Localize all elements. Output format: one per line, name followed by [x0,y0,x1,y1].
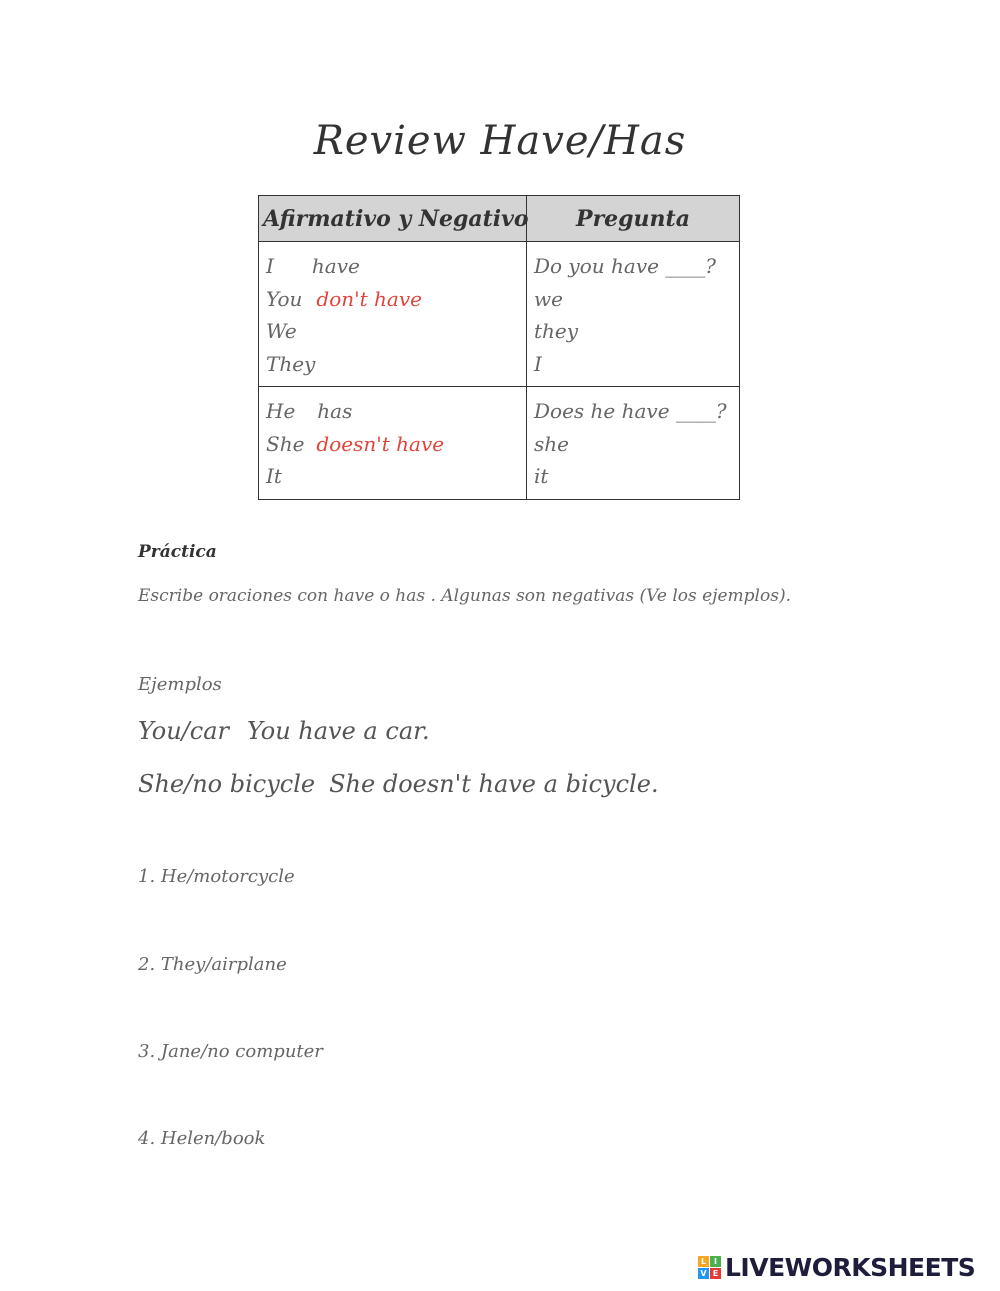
subject: I [266,254,274,278]
line: We [266,319,297,343]
cell-have-forms [259,242,527,387]
verb-negative: don't have [316,286,422,311]
question-subject: we [534,286,563,311]
cell-has-question [527,387,740,500]
examples-heading: Ejemplos [138,674,222,695]
table-row [259,387,740,500]
question-subject: I [534,351,542,376]
logo-letter: L [698,1256,709,1267]
question-subject: it [534,464,549,488]
example-prompt: She/no bicycle [138,770,316,798]
grammar-table [258,195,740,500]
exercise-item-4: 4. Helen/book [138,1128,266,1149]
logo-letter: I [710,1256,721,1267]
subject: He [266,399,296,423]
logo-letter: V [698,1268,709,1279]
exercise-item-3: 3. Jane/no computer [138,1041,323,1062]
example-1 [138,717,430,745]
verb-affirmative: has [317,399,353,423]
question-subject: she [534,431,569,456]
subject: You [266,286,303,311]
line [266,428,520,461]
line [266,250,520,283]
cell-has-forms [259,387,527,500]
header-affirmative-negative: Afirmativo y Negativo [259,196,527,242]
header-question: Pregunta [527,196,740,242]
liveworksheets-logo [698,1253,975,1282]
logo-text: LIVEWORKSHEETS [725,1253,976,1282]
exercise-item-2: 2. They/airplane [138,954,287,975]
line [266,395,520,428]
line: It [266,464,282,488]
table-row [259,242,740,387]
example-prompt: You/car [138,717,229,745]
logo-letter: E [710,1268,721,1279]
example-answer: She doesn't have a bicycle. [329,770,659,798]
line [266,283,520,316]
example-2 [138,770,659,798]
line: They [266,351,316,376]
question-line: Do you have ____? [534,254,717,278]
verb-affirmative: have [311,254,360,278]
table-header-row [259,196,740,242]
question-subject: they [534,319,579,343]
page-title: Review Have/Has [313,118,687,164]
practice-heading: Práctica [138,542,217,562]
instructions: Escribe oraciones con have o has . Algunas son negativas (Ve los ejemplos). [138,586,791,606]
cell-have-question [527,242,740,387]
verb-negative: doesn't have [316,431,445,456]
logo-icon [698,1256,721,1279]
question-line: Does he have ____? [534,399,727,423]
exercise-item-1: 1. He/motorcycle [138,866,295,887]
example-answer: You have a car. [246,717,430,745]
subject: She [266,431,305,456]
